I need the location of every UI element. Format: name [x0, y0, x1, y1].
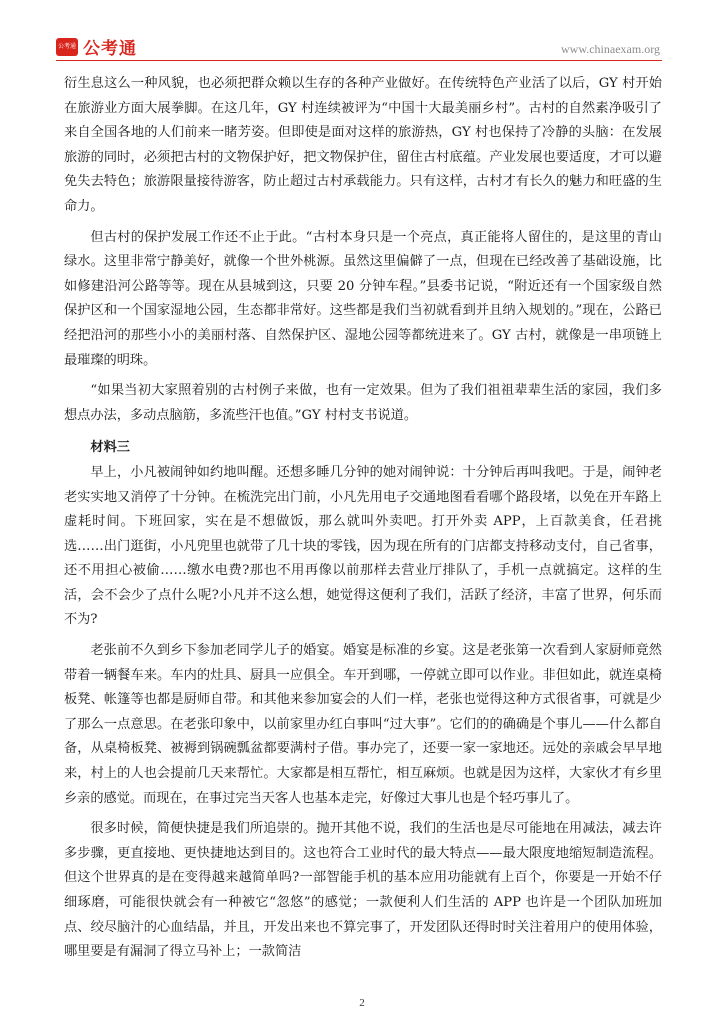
section-title: 材料三: [90, 440, 130, 456]
paragraph-6: 很多时候，简便快捷是我们所追崇的。抛开其他不说，我们的生活也是尽可能地在用减法，减去许多步骤，更直接地、更快捷地达到目的。这也符合工业时代的最大特点——最大限度地缩短制造流程。但这个世界真的是在变得越来越简单吗?一部智能手机的基本应用功能就有上百个，你要是一开始不仔细琢磨，可能很快就会有一种被它“忽悠”的感觉；一款便利人们生活的 APP 也许是一个团队加班加点、绞尽脑汁的心血结晶，并且，开发出来也不算完事了，开发团队还得时时关注着用户的使用体验，哪里要是有漏洞了得立马补上；一款简洁: [64, 821, 662, 960]
document-body: [64, 72, 662, 965]
paragraph-3: “如果当初大家照着别的古村例子来做，也有一定效果。但为了我们祖祖辈辈生活的家园，我们多想点办法，多动点脑筋，多流些汗也值。”GY 村村支书说道。: [64, 383, 662, 423]
site-url[interactable]: www.chinaexam.org: [561, 42, 660, 56]
page-header: [0, 0, 724, 62]
logo-badge-icon: 公考通: [56, 38, 78, 56]
logo[interactable]: [56, 34, 137, 59]
logo-text: 公考通: [83, 39, 137, 59]
header-divider: [56, 60, 662, 61]
paragraph-2: 但古村的保护发展工作还不止于此。“古村本身只是一个亮点，真正能将人留住的，是这里的青山绿水。这里非常宁静美好，就像一个世外桃源。虽然这里偏僻了一点，但现在已经改善了基础设施，比如修建沿河公路等等。现在从县城到这，只要 20 分钟车程。”县委书记说，“附近还有一个国家级自然保护区和一个国家湿地公园，生态都非常好。这些都是我们当初就看到并且纳入规划的。”现在，公路已经把沿河的那些小小的美丽村落、自然保护区、湿地公园等都统进来了。GY 古村，就像是一串项链上最璀璨的明珠。: [64, 229, 662, 368]
paragraph-4: 早上，小凡被闹钟如约地叫醒。还想多睡几分钟的她对闹钟说：十分钟后再叫我吧。于是，闹钟老老实实地又消停了十分钟。在梳洗完出门前，小凡先用电子交通地图看看哪个路段堵，以免在开车路上虚耗时间。下班回家，实在是不想做饭，那么就叫外卖吧。打开外卖 APP，上百款美食，任君挑选……出门逛街，小凡兜里也就带了几十块的零钱，因为现在所有的门店都支持移动支付，自己省事，还不用担心被偷……缴水电费?那也不用再像以前那样去营业厅排队了，手机一点就搞定。这样的生活，会不会少了点什么呢?小凡并不这么想，她觉得这便利了我们，活跃了经济，丰富了世界，何乐而不为?: [64, 464, 662, 628]
page-number: 2: [359, 997, 365, 1009]
paragraph-1: 衍生息这么一种风貌，也必须把群众赖以生存的各种产业做好。在传统特色产业活了以后，GY 村开始在旅游业方面大展拳脚。在这几年，GY 村连续被评为“中国十大最美丽乡村”。古村的自然素净吸引了来自全国各地的人们前来一睹芳姿。但即使是面对这样的旅游热，GY 村也保持了冷静的头脑：在发展旅游的同时，必须把古村的文物保护好，把文物保护住，留住古村底蕴。产业发展也要适度，才可以避免失去特色；旅游限量接待游客，防止超过古村承载能力。只有这样，古村才有长久的魅力和旺盛的生命力。: [64, 76, 662, 214]
paragraph-5: 老张前不久到乡下参加老同学儿子的婚宴。婚宴是标准的乡宴。这是老张第一次看到人家厨师竟然带着一辆餐车来。车内的灶具、厨具一应俱全。车开到哪，一停就立即可以作业。非但如此，就连桌椅板凳、帐篷等也都是厨师自带。和其他来参加宴会的人们一样，老张也觉得这种方式很省事，可就是少了那么一点意思。在老张印象中，以前家里办红白事叫“过大事”。它们的的确确是个事儿——什么都自备，从桌椅板凳、被褥到锅碗瓢盆都要满村子借。事办完了，还要一家一家地还。远处的亲戚会早早地来，村上的人也会提前几天来帮忙。大家都是相互帮忙，相互麻烦。也就是因为这样，大家伙才有乡里乡亲的感觉。而现在，在事过完当天客人也基本走完，好像过大事儿也是个轻巧事儿了。: [64, 643, 662, 806]
